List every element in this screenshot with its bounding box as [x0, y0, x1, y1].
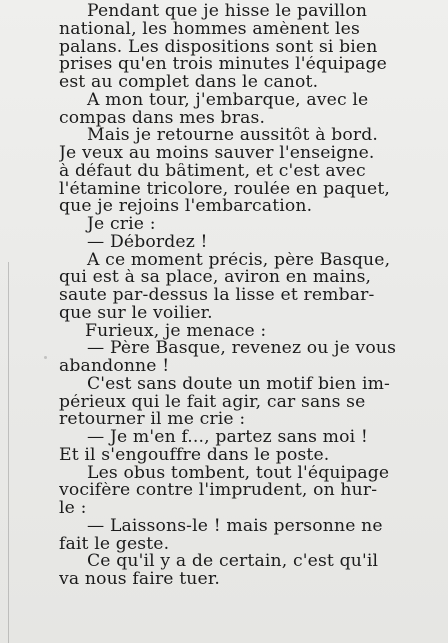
article-line: compas dans mes bras.	[59, 109, 266, 128]
article-line: national, les hommes amènent les	[59, 20, 360, 39]
article-column	[59, 3, 440, 589]
article-line: Les obus tombent, tout l'équipage	[87, 464, 390, 483]
article-line: saute par-dessus la lisse et rembar-	[59, 287, 375, 305]
article-line: l'étamine tricolore, roulée en paquet,	[59, 180, 391, 199]
article-line: vocifère contre l'imprudent, on hur-	[59, 482, 378, 500]
article-line: Je crie :	[87, 216, 156, 234]
article-line: — Débordez !	[87, 233, 208, 252]
article-line: A ce moment précis, père Basque,	[87, 251, 391, 270]
column-rule	[8, 262, 9, 643]
article-line: à défaut du bâtiment, et c'est avec	[59, 162, 366, 181]
article-line: va nous faire tuer.	[59, 571, 220, 589]
article-line: Mais je retourne aussitôt à bord.	[87, 127, 378, 145]
article-line: — Laissons-le ! mais personne ne	[87, 517, 383, 536]
article-line: que sur le voilier.	[59, 304, 213, 323]
article-line: Furieux, je menace :	[85, 322, 267, 341]
article-line: — Père Basque, revenez ou je vous	[87, 340, 397, 358]
article-line: Ce qu'il y a de certain, c'est qu'il	[87, 553, 379, 571]
article-line: prises qu'en trois minutes l'équipage	[59, 56, 387, 74]
article-line: Pendant que je hisse le pavillon	[87, 3, 368, 21]
print-speck	[44, 356, 47, 359]
article-line: périeux qui le fait agir, car sans se	[59, 393, 366, 412]
article-line: abandonne !	[59, 358, 170, 376]
article-line: retourner il me crie :	[59, 411, 246, 429]
article-line: Je veux au moins sauver l'enseigne.	[59, 145, 375, 163]
article-line: Et il s'engouffre dans le poste.	[59, 446, 330, 465]
article-line: est au complet dans le canot.	[59, 74, 319, 92]
article-line: — Je m'en f..., partez sans moi !	[87, 429, 368, 447]
article-line: qui est à sa place, aviron en mains,	[59, 269, 372, 287]
article-line: A mon tour, j'embarque, avec le	[87, 91, 369, 110]
article-line: palans. Les dispositions sont si bien	[59, 38, 378, 57]
article-line: C'est sans doute un motif bien im-	[87, 375, 391, 394]
article-line: fait le geste.	[59, 535, 170, 554]
article-line: que je rejoins l'embarcation.	[59, 198, 313, 216]
article-line: le :	[59, 500, 87, 518]
